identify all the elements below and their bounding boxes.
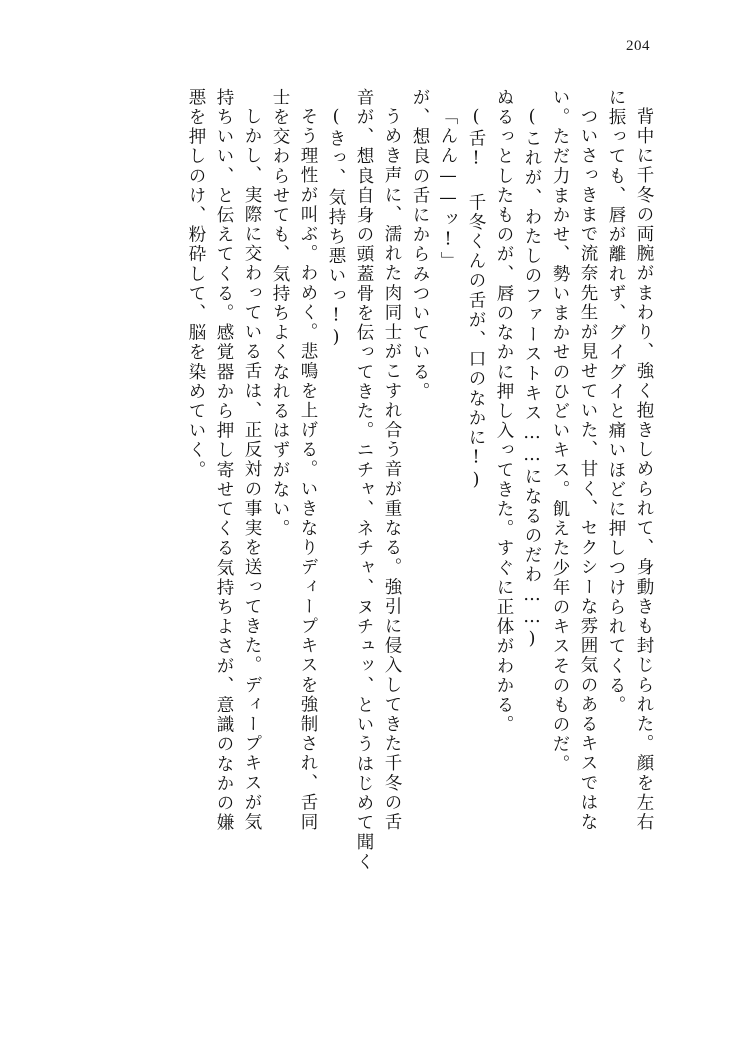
text-line: ついさっきまで流奈先生が見せていた、甘く、セクシーな雰囲気のあるキスではな bbox=[578, 107, 598, 833]
text-line: 音が、想良自身の頭蓋骨を伝ってきた。ニチャ、ネチャ、ヌチュッ、というはじめて聞く bbox=[354, 88, 374, 872]
text-line: (舌! 千冬くんの舌が、口のなかに!) bbox=[466, 107, 486, 492]
text-line: (きっ、気持ち悪いっ!) bbox=[326, 107, 346, 350]
text-line: うめき声に、濡れた肉同士がこすれ合う音が重なる。強引に侵入してきた千冬の舌 bbox=[382, 107, 402, 833]
text-line: そう理性が叫ぶ。わめく。悲鳴を上げる。いきなりディープキスを強制され、舌同 bbox=[298, 107, 318, 833]
text-line: しかし、実際に交わっている舌は、正反対の事実を送ってきた。ディープキスが気 bbox=[242, 107, 262, 833]
page-number: 204 bbox=[626, 38, 650, 54]
text-line: 士を交わらせても、気持ちよくなれるはずがない。 bbox=[270, 88, 290, 539]
text-line: に振っても、唇が離れず、グイグイと痛いほどに押しつけられてくる。 bbox=[606, 88, 626, 716]
text-line: い。ただ力まかせ、勢いまかせのひどいキス。飢えた少年のキスそのものだ。 bbox=[550, 88, 570, 774]
text-line: 持ちいい、と伝えてくる。感覚器から押し寄せてくる気持ちよさが、意識のなかの嫌 bbox=[214, 88, 234, 833]
text-line: 悪を押しのけ、粉砕して、脳を染めていく。 bbox=[186, 88, 206, 480]
text-line: 背中に千冬の両腕がまわり、強く抱きしめられて、身動きも封じられた。顔を左右 bbox=[634, 107, 654, 833]
text-line: 「んん——ッ!」 bbox=[438, 107, 458, 272]
text-line: ぬるっとしたものが、唇のなかに押し入ってきた。すぐに正体がわかる。 bbox=[494, 88, 514, 735]
vertical-text-body bbox=[84, 88, 652, 967]
text-line: (これが、わたしのファーストキス……になるのだわ……) bbox=[522, 107, 542, 652]
text-line: が、想良の舌にからみついている。 bbox=[410, 88, 430, 402]
